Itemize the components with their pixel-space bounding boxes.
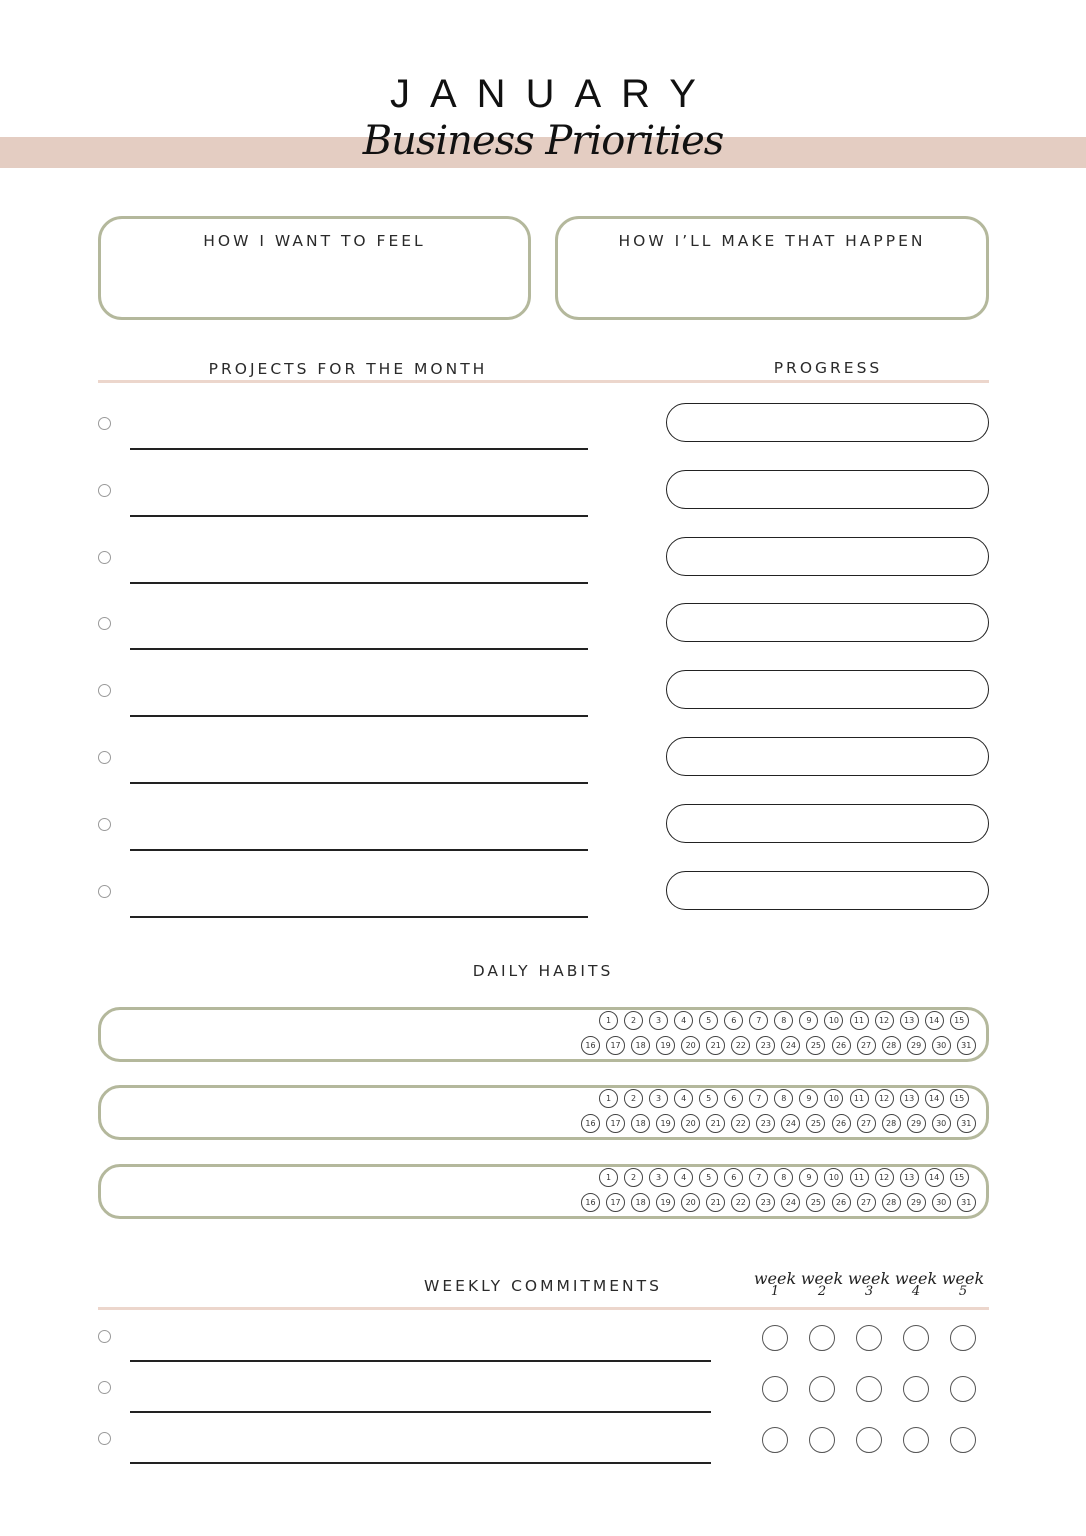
week-label bbox=[894, 1269, 938, 1299]
habit-day-circle[interactable]: 12 bbox=[875, 1168, 894, 1187]
week-check-circle[interactable] bbox=[856, 1427, 882, 1453]
habit-day-circle[interactable]: 26 bbox=[832, 1193, 851, 1212]
section-divider bbox=[98, 380, 989, 383]
project-write-line[interactable] bbox=[130, 648, 588, 650]
habit-day-circle[interactable]: 11 bbox=[850, 1011, 869, 1030]
project-write-line[interactable] bbox=[130, 782, 588, 784]
habit-day-circle[interactable]: 22 bbox=[731, 1193, 750, 1212]
project-write-line[interactable] bbox=[130, 448, 588, 450]
project-write-line[interactable] bbox=[130, 849, 588, 851]
week-check-circle[interactable] bbox=[762, 1376, 788, 1402]
week-check-circle[interactable] bbox=[809, 1427, 835, 1453]
week-word: week bbox=[894, 1269, 938, 1288]
habit-day-circle[interactable]: 16 bbox=[581, 1114, 600, 1133]
habit-day-circle[interactable]: 5 bbox=[699, 1011, 718, 1030]
commitment-write-line[interactable] bbox=[130, 1462, 711, 1464]
habit-day-circle[interactable]: 3 bbox=[649, 1089, 668, 1108]
habit-day-circle[interactable]: 22 bbox=[731, 1036, 750, 1055]
habit-day-circle[interactable]: 2 bbox=[624, 1168, 643, 1187]
commitment-checkbox[interactable] bbox=[98, 1432, 111, 1445]
progress-bar[interactable] bbox=[666, 804, 989, 843]
habit-day-circle[interactable]: 14 bbox=[925, 1168, 944, 1187]
habit-day-circle[interactable]: 7 bbox=[749, 1089, 768, 1108]
progress-bar[interactable] bbox=[666, 670, 989, 709]
commitment-checkbox[interactable] bbox=[98, 1330, 111, 1343]
habit-day-circle[interactable]: 24 bbox=[781, 1036, 800, 1055]
week-word: week bbox=[941, 1269, 985, 1288]
project-checkbox[interactable] bbox=[98, 484, 111, 497]
habit-day-circle[interactable]: 19 bbox=[656, 1114, 675, 1133]
week-check-circle[interactable] bbox=[903, 1376, 929, 1402]
habit-day-circle[interactable]: 26 bbox=[832, 1036, 851, 1055]
progress-bar[interactable] bbox=[666, 737, 989, 776]
how-ill-make-it-happen-box[interactable] bbox=[555, 216, 989, 320]
progress-bar[interactable] bbox=[666, 470, 989, 509]
habit-day-circle[interactable]: 8 bbox=[774, 1168, 793, 1187]
habit-day-circle[interactable]: 18 bbox=[631, 1036, 650, 1055]
habit-day-circle[interactable]: 20 bbox=[681, 1036, 700, 1055]
habit-day-circle[interactable]: 31 bbox=[957, 1193, 976, 1212]
week-word: week bbox=[800, 1269, 844, 1288]
habit-day-circle[interactable]: 15 bbox=[950, 1168, 969, 1187]
week-number: 3 bbox=[864, 1284, 874, 1299]
week-label bbox=[941, 1269, 985, 1299]
section-divider bbox=[98, 1307, 989, 1310]
habit-day-circle[interactable]: 16 bbox=[581, 1193, 600, 1212]
habit-day-circle[interactable]: 6 bbox=[724, 1089, 743, 1108]
box-label: HOW I WANT TO FEEL bbox=[203, 232, 426, 250]
month-title: JANUARY bbox=[390, 72, 716, 116]
habit-day-circle[interactable]: 21 bbox=[706, 1193, 725, 1212]
week-number: 4 bbox=[911, 1284, 921, 1299]
week-check-circle[interactable] bbox=[809, 1376, 835, 1402]
habit-day-circle[interactable]: 5 bbox=[699, 1168, 718, 1187]
habit-day-circle[interactable]: 31 bbox=[957, 1114, 976, 1133]
habit-day-circle[interactable]: 15 bbox=[950, 1011, 969, 1030]
habit-day-circle[interactable]: 1 bbox=[599, 1089, 618, 1108]
project-checkbox[interactable] bbox=[98, 551, 111, 564]
progress-bar[interactable] bbox=[666, 871, 989, 910]
habit-day-circle[interactable]: 11 bbox=[850, 1168, 869, 1187]
project-checkbox[interactable] bbox=[98, 818, 111, 831]
progress-bar[interactable] bbox=[666, 537, 989, 576]
how-i-want-to-feel-box[interactable] bbox=[98, 216, 531, 320]
week-check-circle[interactable] bbox=[809, 1325, 835, 1351]
habit-day-circle[interactable]: 29 bbox=[907, 1114, 926, 1133]
project-checkbox[interactable] bbox=[98, 617, 111, 630]
habit-day-circle[interactable]: 17 bbox=[606, 1114, 625, 1133]
habit-day-circle[interactable]: 14 bbox=[925, 1011, 944, 1030]
habit-day-circle[interactable]: 30 bbox=[932, 1193, 951, 1212]
commitment-write-line[interactable] bbox=[130, 1411, 711, 1413]
habit-day-circle[interactable]: 22 bbox=[731, 1114, 750, 1133]
habit-day-circle[interactable]: 29 bbox=[907, 1193, 926, 1212]
habit-day-circle[interactable]: 1 bbox=[599, 1168, 618, 1187]
habit-day-circle[interactable]: 4 bbox=[674, 1168, 693, 1187]
habit-day-circle[interactable]: 3 bbox=[649, 1168, 668, 1187]
page-subtitle: Business Priorities bbox=[362, 118, 724, 164]
habit-day-circle[interactable]: 17 bbox=[606, 1193, 625, 1212]
week-check-circle[interactable] bbox=[856, 1325, 882, 1351]
habit-day-circle[interactable]: 4 bbox=[674, 1011, 693, 1030]
week-check-circle[interactable] bbox=[903, 1325, 929, 1351]
habit-day-circle[interactable]: 1 bbox=[599, 1011, 618, 1030]
habit-day-circle[interactable]: 14 bbox=[925, 1089, 944, 1108]
week-number: 1 bbox=[770, 1284, 780, 1299]
habit-day-circle[interactable]: 28 bbox=[882, 1036, 901, 1055]
habit-day-circle[interactable]: 9 bbox=[799, 1011, 818, 1030]
habit-day-circle[interactable]: 10 bbox=[824, 1168, 843, 1187]
week-number: 2 bbox=[817, 1284, 827, 1299]
week-check-circle[interactable] bbox=[762, 1427, 788, 1453]
habit-day-circle[interactable]: 6 bbox=[724, 1011, 743, 1030]
project-write-line[interactable] bbox=[130, 916, 588, 918]
habit-day-circle[interactable]: 7 bbox=[749, 1011, 768, 1030]
project-write-line[interactable] bbox=[130, 515, 588, 517]
week-check-circle[interactable] bbox=[762, 1325, 788, 1351]
habit-day-circle[interactable]: 2 bbox=[624, 1011, 643, 1030]
habit-day-circle[interactable]: 17 bbox=[606, 1036, 625, 1055]
habit-day-circle[interactable]: 25 bbox=[806, 1036, 825, 1055]
habit-day-circle[interactable]: 26 bbox=[832, 1114, 851, 1133]
habit-day-circle[interactable]: 19 bbox=[656, 1193, 675, 1212]
project-write-line[interactable] bbox=[130, 715, 588, 717]
habit-day-circle[interactable]: 18 bbox=[631, 1114, 650, 1133]
week-number: 5 bbox=[958, 1284, 968, 1299]
habit-day-circle[interactable]: 21 bbox=[706, 1036, 725, 1055]
habit-day-circle[interactable]: 11 bbox=[850, 1089, 869, 1108]
project-checkbox[interactable] bbox=[98, 751, 111, 764]
habit-day-circle[interactable]: 8 bbox=[774, 1011, 793, 1030]
progress-bar[interactable] bbox=[666, 603, 989, 642]
week-check-circle[interactable] bbox=[950, 1376, 976, 1402]
habit-day-circle[interactable]: 3 bbox=[649, 1011, 668, 1030]
habit-day-circle[interactable]: 12 bbox=[875, 1011, 894, 1030]
commitment-checkbox[interactable] bbox=[98, 1381, 111, 1394]
habit-day-circle[interactable]: 7 bbox=[749, 1168, 768, 1187]
habit-day-circle[interactable]: 30 bbox=[932, 1114, 951, 1133]
week-label bbox=[753, 1269, 797, 1299]
week-word: week bbox=[753, 1269, 797, 1288]
habit-day-circle[interactable]: 5 bbox=[699, 1089, 718, 1108]
habit-day-circle[interactable]: 23 bbox=[756, 1193, 775, 1212]
habit-day-circle[interactable]: 9 bbox=[799, 1089, 818, 1108]
week-check-circle[interactable] bbox=[903, 1427, 929, 1453]
habit-day-circle[interactable]: 12 bbox=[875, 1089, 894, 1108]
project-write-line[interactable] bbox=[130, 582, 588, 584]
daily-habits-heading: DAILY HABITS bbox=[472, 962, 614, 980]
habit-day-circle[interactable]: 29 bbox=[907, 1036, 926, 1055]
week-word: week bbox=[847, 1269, 891, 1288]
habit-day-circle[interactable]: 13 bbox=[900, 1011, 919, 1030]
habit-day-circle[interactable]: 28 bbox=[882, 1193, 901, 1212]
habit-day-circle[interactable]: 18 bbox=[631, 1193, 650, 1212]
habit-day-circle[interactable]: 28 bbox=[882, 1114, 901, 1133]
habit-day-circle[interactable]: 2 bbox=[624, 1089, 643, 1108]
project-checkbox[interactable] bbox=[98, 684, 111, 697]
habit-day-circle[interactable]: 16 bbox=[581, 1036, 600, 1055]
week-label bbox=[847, 1269, 891, 1299]
habit-day-circle[interactable]: 21 bbox=[706, 1114, 725, 1133]
projects-heading: PROJECTS FOR THE MONTH bbox=[208, 360, 488, 378]
week-label bbox=[800, 1269, 844, 1299]
habit-day-circle[interactable]: 9 bbox=[799, 1168, 818, 1187]
habit-day-circle[interactable]: 6 bbox=[724, 1168, 743, 1187]
week-check-circle[interactable] bbox=[950, 1325, 976, 1351]
habit-day-circle[interactable]: 20 bbox=[681, 1193, 700, 1212]
habit-day-circle[interactable]: 15 bbox=[950, 1089, 969, 1108]
weekly-commitments-heading: WEEKLY COMMITMENTS bbox=[424, 1277, 662, 1295]
habit-day-circle[interactable]: 27 bbox=[857, 1193, 876, 1212]
habit-day-circle[interactable]: 10 bbox=[824, 1011, 843, 1030]
habit-day-circle[interactable]: 13 bbox=[900, 1168, 919, 1187]
habit-day-circle[interactable]: 25 bbox=[806, 1193, 825, 1212]
habit-day-circle[interactable]: 20 bbox=[681, 1114, 700, 1133]
progress-heading: PROGRESS bbox=[773, 359, 883, 377]
project-checkbox[interactable] bbox=[98, 885, 111, 898]
habit-day-circle[interactable]: 13 bbox=[900, 1089, 919, 1108]
habit-day-circle[interactable]: 24 bbox=[781, 1114, 800, 1133]
habit-day-circle[interactable]: 23 bbox=[756, 1036, 775, 1055]
habit-day-circle[interactable]: 27 bbox=[857, 1114, 876, 1133]
habit-day-circle[interactable]: 31 bbox=[957, 1036, 976, 1055]
week-check-circle[interactable] bbox=[950, 1427, 976, 1453]
habit-day-circle[interactable]: 8 bbox=[774, 1089, 793, 1108]
habit-day-circle[interactable]: 4 bbox=[674, 1089, 693, 1108]
habit-day-circle[interactable]: 30 bbox=[932, 1036, 951, 1055]
habit-day-circle[interactable]: 27 bbox=[857, 1036, 876, 1055]
habit-day-circle[interactable]: 10 bbox=[824, 1089, 843, 1108]
box-label: HOW I’LL MAKE THAT HAPPEN bbox=[618, 232, 926, 250]
week-check-circle[interactable] bbox=[856, 1376, 882, 1402]
commitment-write-line[interactable] bbox=[130, 1360, 711, 1362]
project-checkbox[interactable] bbox=[98, 417, 111, 430]
habit-day-circle[interactable]: 19 bbox=[656, 1036, 675, 1055]
habit-day-circle[interactable]: 24 bbox=[781, 1193, 800, 1212]
habit-day-circle[interactable]: 25 bbox=[806, 1114, 825, 1133]
habit-day-circle[interactable]: 23 bbox=[756, 1114, 775, 1133]
progress-bar[interactable] bbox=[666, 403, 989, 442]
